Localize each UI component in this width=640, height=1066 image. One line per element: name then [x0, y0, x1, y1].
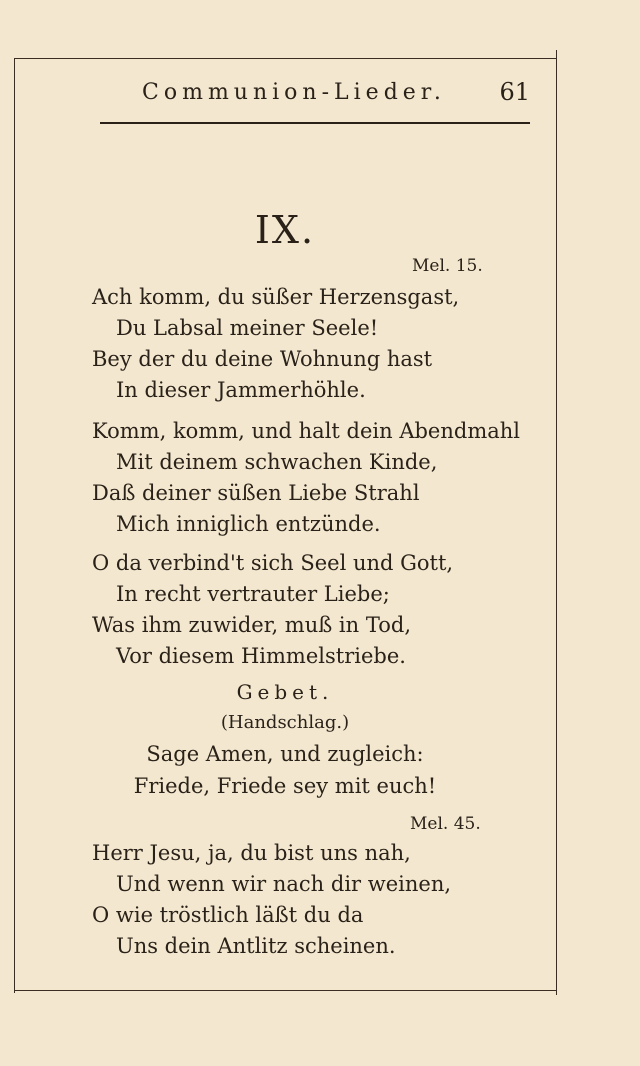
verse-line: Bey der du deine Wohnung hast — [92, 347, 433, 371]
stanza-4 — [92, 838, 451, 962]
verse-line: Komm, komm, und halt dein Abendmahl — [92, 419, 520, 443]
melody-reference-1: Mel. 15. — [412, 256, 483, 276]
verse-line: O da verbind't sich Seel und Gott, — [92, 551, 454, 575]
verse-line: Uns dein Antlitz scheinen. — [116, 934, 396, 958]
melody-reference-2: Mel. 45. — [410, 814, 481, 834]
verse-line: O wie tröstlich läßt du da — [92, 903, 364, 927]
prayer-heading: Gebet. — [236, 680, 334, 704]
prayer-line: Friede, Friede sey mit euch! — [133, 774, 437, 798]
verse-line: Vor diesem Himmelstriebe. — [116, 644, 406, 668]
hymn-number: IX. — [254, 208, 316, 252]
frame-left-rule — [14, 58, 15, 993]
verse-line: Mich inniglich entzünde. — [116, 512, 381, 536]
verse-line: Herr Jesu, ja, du bist uns nah, — [92, 841, 411, 865]
prayer-subheading: (Handschlag.) — [220, 712, 350, 733]
verse-line: Ach komm, du süßer Herzensgast, — [92, 285, 460, 309]
verse-line: In recht vertrauter Liebe; — [116, 582, 390, 606]
frame-top-rule — [14, 58, 556, 59]
stanza-2 — [92, 416, 520, 540]
verse-line: Und wenn wir nach dir weinen, — [116, 872, 452, 896]
running-title: Communion-Lieder. — [142, 80, 446, 105]
verse-line: Daß deiner süßen Liebe Strahl — [92, 481, 420, 505]
verse-line: Mit deinem schwachen Kinde, — [116, 450, 438, 474]
page-header — [100, 76, 530, 110]
stanza-1 — [92, 282, 459, 406]
header-rule — [100, 122, 530, 124]
verse-line: Was ihm zuwider, muß in Tod, — [92, 613, 411, 637]
verse-line: Du Labsal meiner Seele! — [116, 316, 379, 340]
stanza-3 — [92, 548, 453, 672]
frame-bottom-rule — [14, 990, 556, 991]
page-number: 61 — [499, 78, 530, 106]
prayer-text — [0, 738, 570, 802]
prayer-line: Sage Amen, und zugleich: — [146, 742, 424, 766]
frame-right-rule — [556, 50, 557, 995]
verse-line: In dieser Jammerhöhle. — [116, 378, 366, 402]
